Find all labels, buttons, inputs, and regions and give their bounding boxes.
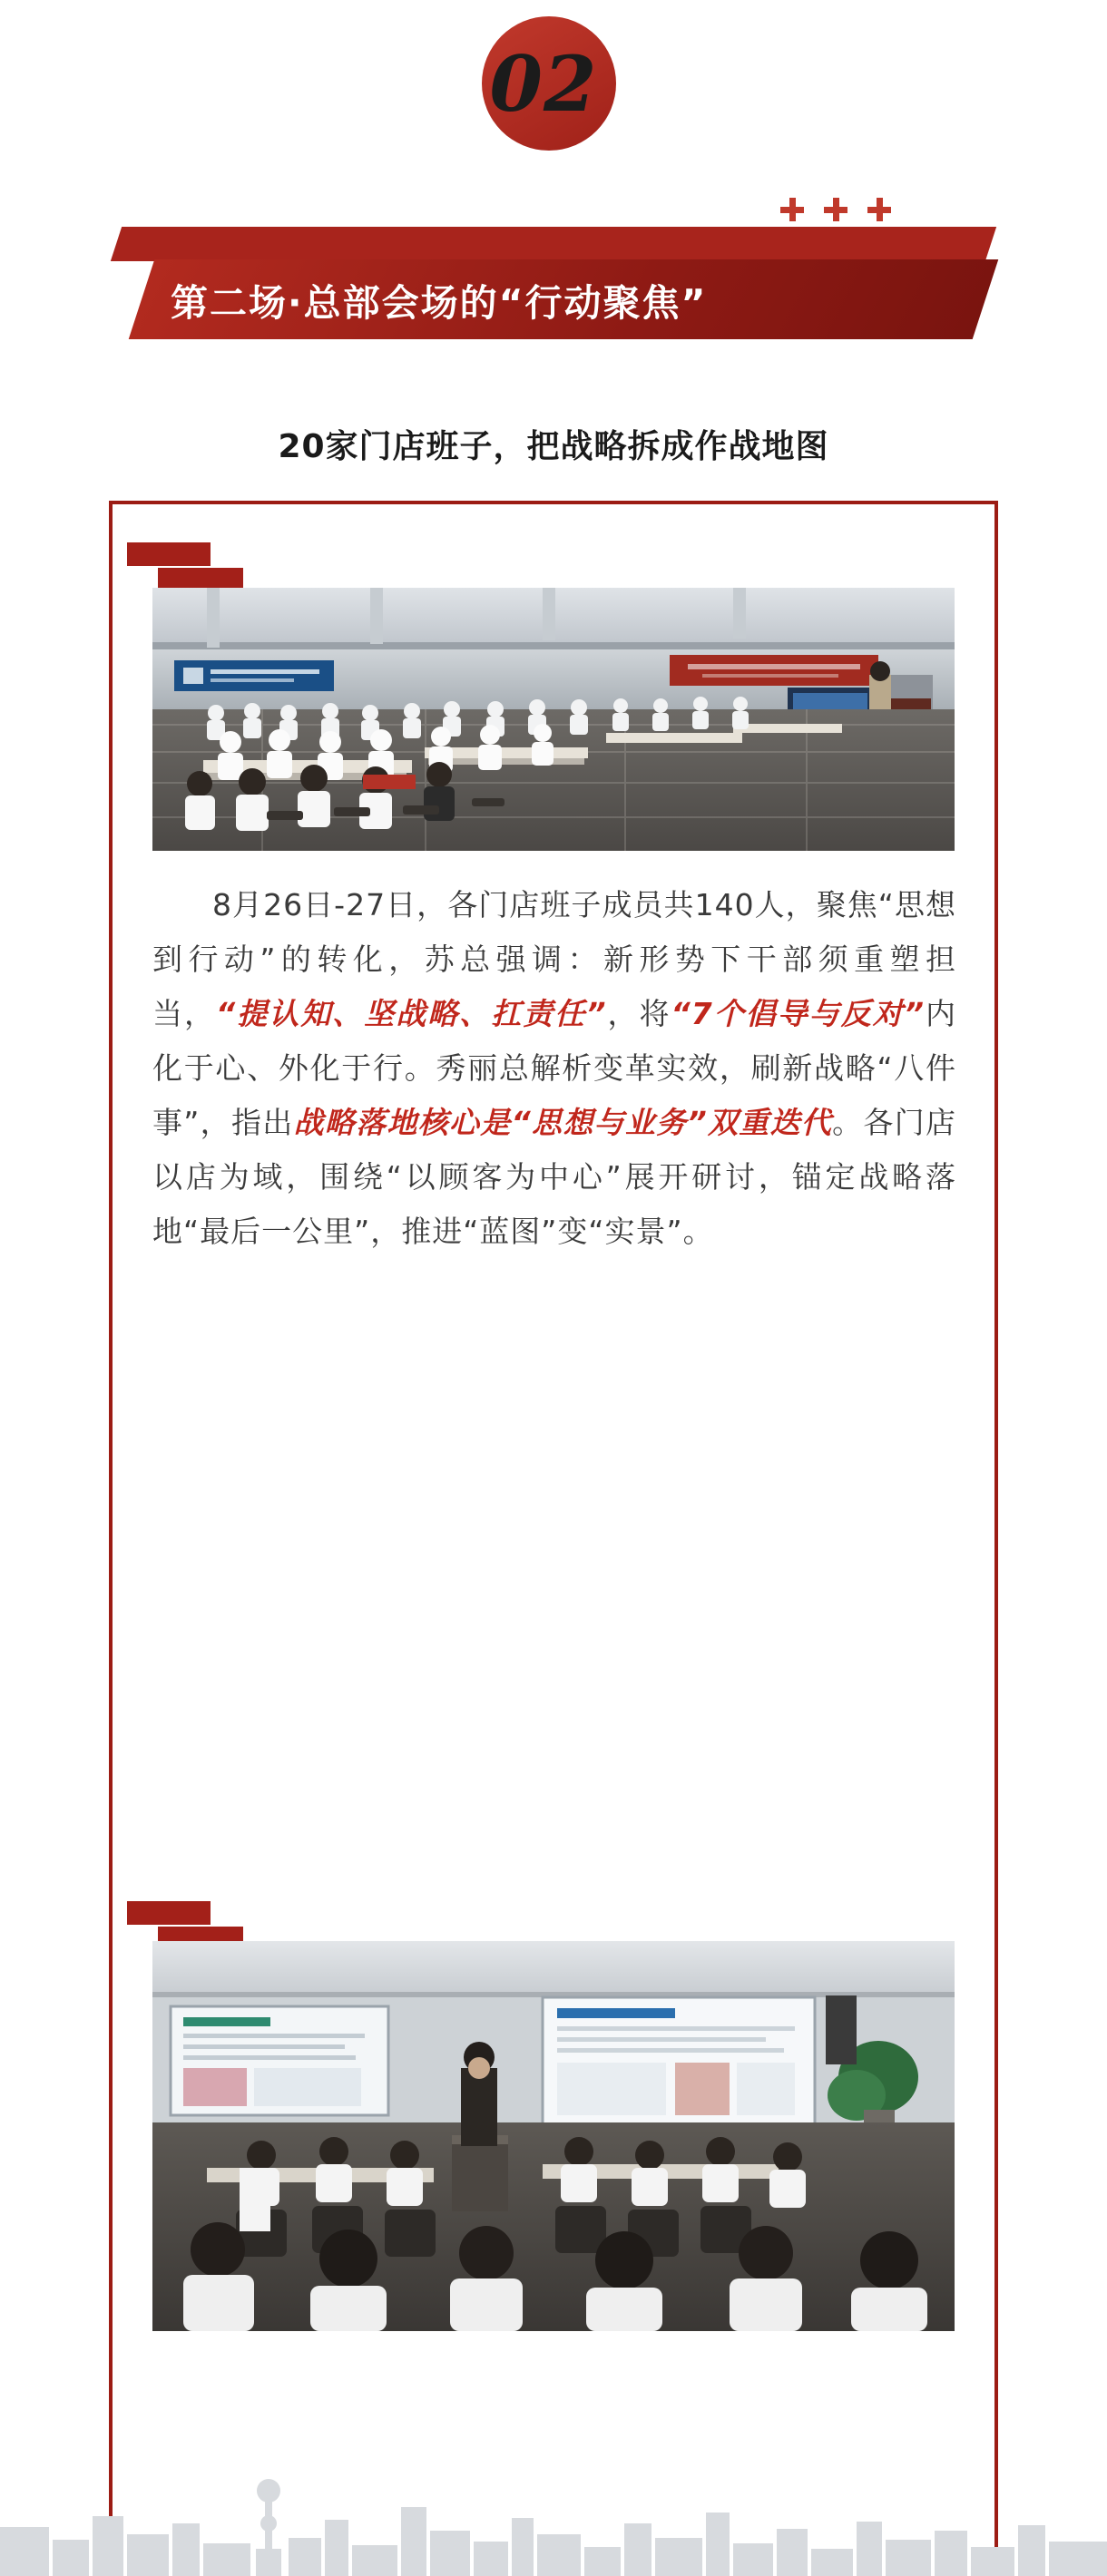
- photo-breakout-session: [152, 1941, 955, 2331]
- paragraph-part: ，将: [606, 996, 671, 1031]
- photo-top-illustration: [152, 588, 955, 851]
- section-number-text: 02: [489, 38, 598, 129]
- paragraph-part: 内化于心、外化于行。秀丽总解析变革实效，刷新战略“八件事”，指出: [152, 996, 957, 1140]
- photo-conference-hall: [152, 588, 955, 851]
- banner-top-stripe: [111, 227, 996, 261]
- plus-decoration-group: [780, 198, 891, 221]
- paragraph-part: 8月26日-27日，各门店班子成员共140人，聚焦“思想到行动”的转化，苏总强调：新形势下干部须重塑担当，: [152, 887, 956, 1031]
- plus-icon: [824, 198, 847, 221]
- corner-mark-top: [127, 542, 243, 591]
- skyline-footer-decoration: [0, 2440, 1107, 2576]
- article-paragraph: [152, 878, 956, 1259]
- skyline-illustration: [0, 2440, 1107, 2576]
- paragraph-part-emphasis: 战略落地核心是“思想与业务”双重迭代: [293, 1105, 833, 1140]
- plus-icon: [867, 198, 891, 221]
- section-subtitle: 20家门店班子，把战略拆成作战地图: [278, 428, 829, 465]
- paragraph-part: 。各门店以店为域，围绕“以顾客为中心”展开研讨，锚定战略落地“最后一公里”，推进“蓝图”变“实景”。: [152, 1105, 956, 1249]
- section-banner: [116, 227, 991, 363]
- corner-mark-bar: [127, 1901, 211, 1925]
- plus-icon: [780, 198, 804, 221]
- banner-title: 第二场·总部会场的“行动聚焦”: [171, 280, 708, 325]
- paragraph-part-emphasis: “提认知、坚战略、扛责任”: [216, 996, 607, 1031]
- corner-mark-bar: [127, 542, 211, 566]
- paragraph-part-emphasis: “7个倡导与反对”: [671, 996, 926, 1031]
- section-number-badge: [482, 16, 616, 151]
- photo-bottom-illustration: [152, 1941, 955, 2331]
